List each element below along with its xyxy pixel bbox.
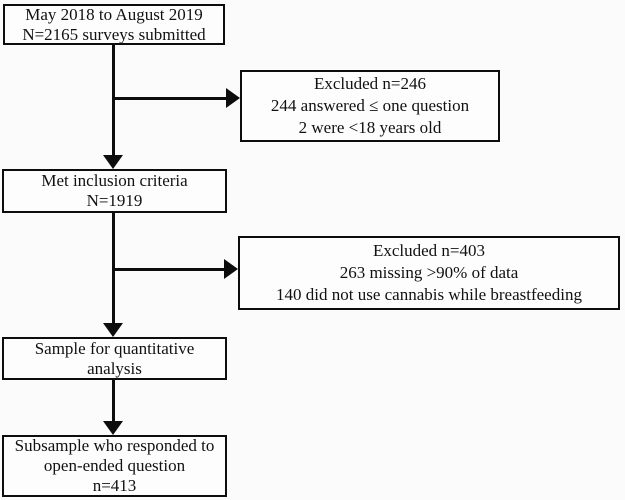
box-quantitative-sample <box>2 337 227 380</box>
box-excluded-246-line2: 244 answered ≤ one question <box>270 96 470 115</box>
box-surveys-submitted-line2: N=2165 surveys submitted <box>22 24 206 44</box>
arrowhead-right-2-icon <box>224 259 238 279</box>
box-subsample-open-ended <box>2 435 227 497</box>
box-excluded-246-line1: Excluded n=246 <box>313 74 427 93</box>
box-excluded-403 <box>238 236 620 310</box>
arrowhead-down-1-icon <box>103 155 123 169</box>
box-met-inclusion-criteria <box>2 169 227 213</box>
connector-line-down-1 <box>112 45 115 157</box>
connector-line-down-3 <box>112 380 115 423</box>
arrowhead-down-2-icon <box>103 323 123 337</box>
box-subsample-open-ended-line1: Subsample who responded to <box>14 436 215 455</box>
box-subsample-open-ended-line3: n=413 <box>92 476 137 495</box>
box-excluded-246 <box>240 70 500 142</box>
box-met-inclusion-criteria-line2: N=1919 <box>86 191 143 210</box>
box-surveys-submitted <box>3 4 225 45</box>
box-subsample-open-ended-line2: open-ended question <box>43 456 186 475</box>
box-met-inclusion-criteria-line1: Met inclusion criteria <box>41 171 188 190</box>
box-excluded-403-line3: 140 did not use cannabis while breastfeeding <box>276 285 582 304</box>
connector-line-right-1 <box>112 97 228 100</box>
arrowhead-right-1-icon <box>226 88 240 108</box>
box-excluded-403-line2: 263 missing >90% of data <box>339 263 519 282</box>
box-excluded-246-line3: 2 were <18 years old <box>298 118 442 137</box>
arrowhead-down-3-icon <box>103 421 123 435</box>
box-quantitative-sample-line2: analysis <box>87 358 142 378</box>
connector-line-right-2 <box>112 268 226 271</box>
box-surveys-submitted-line1: May 2018 to August 2019 <box>25 4 203 24</box>
box-excluded-403-line1: Excluded n=403 <box>372 241 486 260</box>
box-quantitative-sample-line1: Sample for quantitative <box>34 338 195 358</box>
